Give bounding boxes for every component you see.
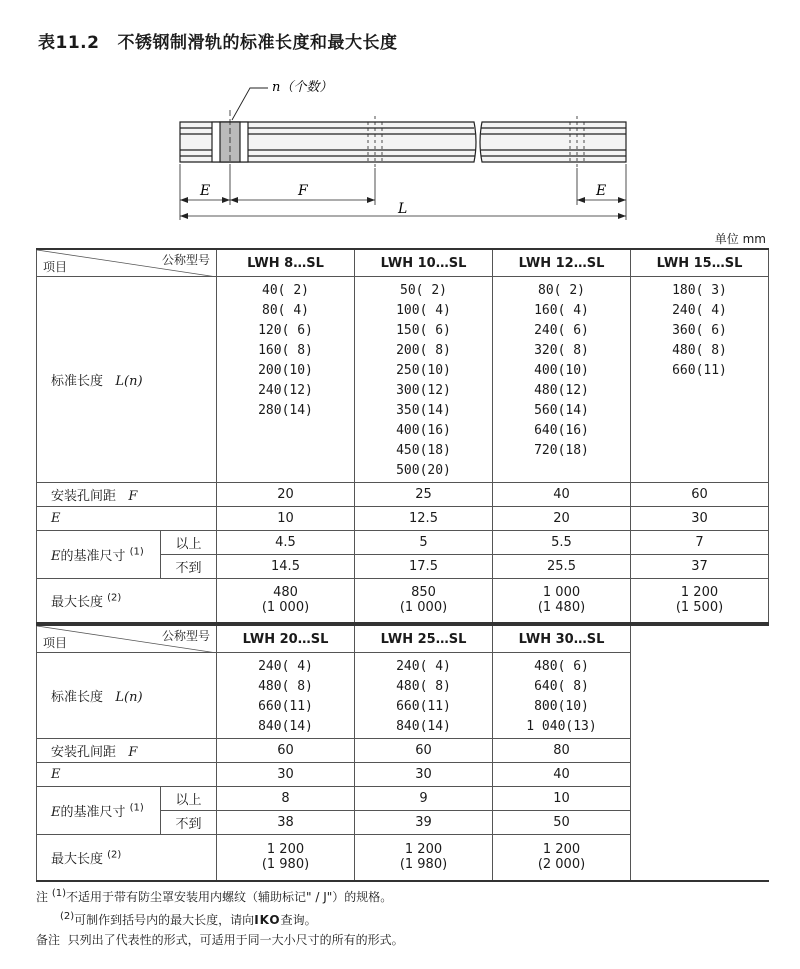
over-label: 以上 [161,787,217,811]
std-length-value: 800(10) [534,699,589,714]
model-col: LWH 15…SL [631,249,769,277]
under-cell: 37 [631,555,769,579]
footnote-1: 注 $^{(1)}$不适用于带有防尘罩安装用内螺纹（辅助标记" / J"）的规格。 [36,888,393,904]
std-length-value: 50( 2) [400,283,447,298]
std-length-value: 400(16) [396,423,451,438]
pitch-cell: 25 [355,483,493,507]
std-length-value: 480( 8) [258,679,313,694]
unit-label: 单位 mm [714,232,766,246]
std-length-value: 1 040(13) [526,719,597,734]
std-length-value: 480( 6) [534,659,589,674]
over-cell: 7 [631,531,769,555]
over-cell: 5.5 [493,531,631,555]
row-label-std-length: 标准长度 L(n) [37,277,217,483]
e-cell: 30 [631,507,769,531]
std-length-cell [493,653,631,739]
over-label: 以上 [161,531,217,555]
row-label-max-length: 最大长度 $^{(2)}$ [37,579,217,623]
row-label-e-ref: E的基准尺寸 $^{(1)}$ [37,787,161,835]
std-length-value: 80( 4) [262,303,309,318]
under-cell: 38 [217,811,355,835]
model-col: LWH 10…SL [355,249,493,277]
over-cell: 5 [355,531,493,555]
max-length-cell: 1 000 (1 480) [493,579,631,623]
e-dim-left: E [200,183,211,199]
std-length-cell [493,277,631,483]
pitch-cell: 20 [217,483,355,507]
over-cell: 4.5 [217,531,355,555]
e-cell: 30 [355,763,493,787]
std-length-value: 360( 6) [672,323,727,338]
std-length-value: 660(11) [672,363,727,378]
pitch-cell: 40 [493,483,631,507]
n-label: n（个数） [272,80,333,95]
model-col: LWH 25…SL [355,625,493,653]
pitch-cell: 60 [217,739,355,763]
over-cell: 9 [355,787,493,811]
std-length-value: 320( 8) [534,343,589,358]
std-length-cell [631,277,769,483]
std-length-value: 240( 4) [396,659,451,674]
std-length-value: 200(10) [258,363,313,378]
std-length-value: 720(18) [534,443,589,458]
std-length-cell [217,277,355,483]
pitch-cell: 80 [493,739,631,763]
under-label: 不到 [161,555,217,579]
header-corner [37,249,217,277]
max-length-cell: 1 200 (1 500) [631,579,769,623]
std-length-value: 240(12) [258,383,313,398]
row-label-std-length: 标准长度 L(n) [37,653,217,739]
max-length-cell: 1 200 (2 000) [493,835,631,881]
e-cell: 12.5 [355,507,493,531]
std-length-value: 240( 4) [672,303,727,318]
model-col: LWH 8…SL [217,249,355,277]
remark: 备注 只列出了代表性的形式，可适用于同一大小尺寸的所有的形式。 [36,933,404,947]
std-length-value: 400(10) [534,363,589,378]
table-title: 不锈钢制滑轨的标准长度和最大长度 [117,33,398,53]
std-length-value: 660(11) [258,699,313,714]
std-length-value: 840(14) [396,719,451,734]
l-dim: L [398,201,408,217]
under-label: 不到 [161,811,217,835]
std-length-value: 80( 2) [538,283,585,298]
pitch-cell: 60 [631,483,769,507]
length-table-2 [36,624,769,882]
f-dim: F [298,183,308,199]
row-label-e-ref: E的基准尺寸 $^{(1)}$ [37,531,161,579]
max-length-cell: 1 200 (1 980) [355,835,493,881]
under-cell: 14.5 [217,555,355,579]
brand-logo: IKO [254,913,281,927]
model-col: LWH 20…SL [217,625,355,653]
length-table-1 [36,248,769,624]
std-length-cell [355,277,493,483]
std-length-cell [217,653,355,739]
model-col: LWH 30…SL [493,625,631,653]
std-length-value: 40( 2) [262,283,309,298]
std-length-value: 640(16) [534,423,589,438]
std-length-value: 240( 4) [258,659,313,674]
std-length-value: 120( 6) [258,323,313,338]
std-length-value: 350(14) [396,403,451,418]
max-length-cell: 480 (1 000) [217,579,355,623]
row-label-e: E [37,507,217,531]
std-length-value: 160( 4) [534,303,589,318]
model-col: LWH 12…SL [493,249,631,277]
std-length-value: 100( 4) [396,303,451,318]
std-length-value: 640( 8) [534,679,589,694]
row-label-e: E [37,763,217,787]
header-corner [37,625,217,653]
std-length-value: 180( 3) [672,283,727,298]
std-length-value: 450(18) [396,443,451,458]
row-label-pitch: 安装孔间距 F [37,739,217,763]
e-cell: 20 [493,507,631,531]
std-length-cell [355,653,493,739]
e-cell: 30 [217,763,355,787]
std-length-value: 240( 6) [534,323,589,338]
std-length-value: 150( 6) [396,323,451,338]
std-length-value: 160( 8) [258,343,313,358]
page-title [38,28,397,53]
rail-diagram [0,60,800,230]
std-length-value: 560(14) [534,403,589,418]
e-dim-right: E [596,183,607,199]
under-cell: 17.5 [355,555,493,579]
under-cell: 39 [355,811,493,835]
pitch-cell: 60 [355,739,493,763]
row-label-max-length: 最大长度 $^{(2)}$ [37,835,217,881]
item-header-label: 项目 [43,260,68,274]
max-length-cell: 1 200 (1 980) [217,835,355,881]
std-length-value: 300(12) [396,383,451,398]
std-length-value: 480(12) [534,383,589,398]
over-cell: 10 [493,787,631,811]
std-length-value: 280(14) [258,403,313,418]
footnote-2: $^{(2)}$可制作到括号内的最大长度，请向IKO查询。 [60,911,317,927]
e-cell: 40 [493,763,631,787]
model-header-label: 公称型号 [161,629,210,643]
model-header-label: 公称型号 [161,253,210,267]
item-header-label: 项目 [43,636,68,650]
max-length-cell: 850 (1 000) [355,579,493,623]
std-length-value: 660(11) [396,699,451,714]
under-cell: 50 [493,811,631,835]
std-length-value: 840(14) [258,719,313,734]
std-length-value: 200( 8) [396,343,451,358]
std-length-value: 480( 8) [672,343,727,358]
std-length-value: 500(20) [396,463,451,478]
e-cell: 10 [217,507,355,531]
footnotes [36,884,404,950]
row-label-pitch: 安装孔间距 F [37,483,217,507]
under-cell: 25.5 [493,555,631,579]
table-number: 表11.2 [38,33,100,53]
over-cell: 8 [217,787,355,811]
std-length-value: 250(10) [396,363,451,378]
std-length-value: 480( 8) [396,679,451,694]
